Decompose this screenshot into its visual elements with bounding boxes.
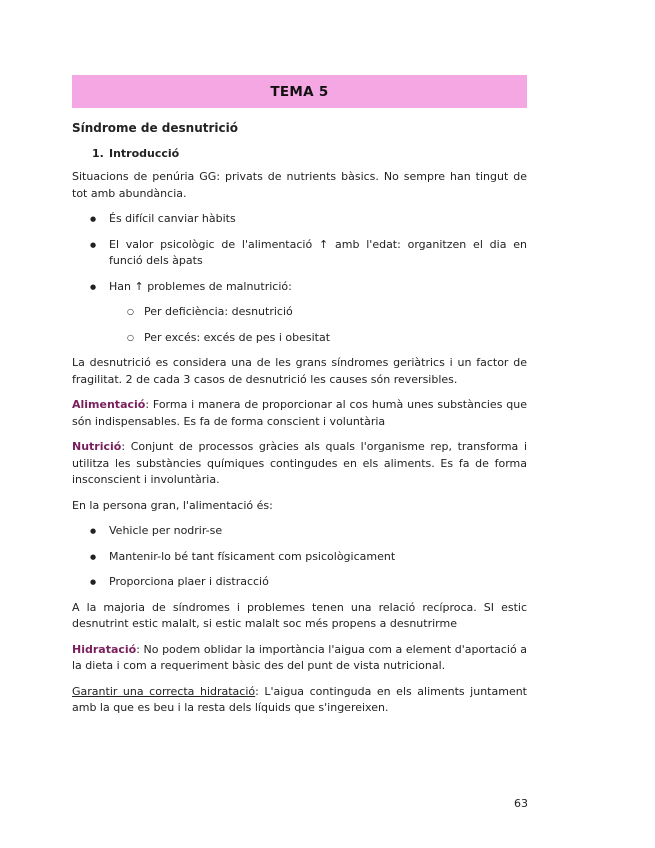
- definition-text: : Forma i manera de proporcionar al cos humà unes substàncies que són indispensables. Es fa de forma conscient i voluntària: [72, 398, 527, 428]
- chapter-banner: [72, 75, 527, 108]
- section-title: Síndrome de desnutrició: [72, 121, 238, 135]
- list-item: ● Proporciona plaer i distracció: [72, 574, 527, 591]
- subheading-number: 1.: [92, 147, 104, 160]
- term-alimentacio: Alimentació: [72, 398, 146, 411]
- definition-text: : Conjunt de processos gràcies als quals l'organisme rep, transforma i utilitza les substàncies químiques contingudes en els aliments. Es fa de forma insconscient i involuntària.: [72, 440, 527, 486]
- list-item: ● Han ↑ problemes de malnutrició:: [72, 279, 527, 296]
- definition-hidratacio: [72, 642, 527, 675]
- definition-text: : No podem oblidar la importància l'aigua com a element d'aportació a la dieta i com a requeriment bàsic des del punt de vista nutricional.: [72, 642, 527, 672]
- definition-nutricio: [72, 439, 527, 489]
- chapter-title: TEMA 5: [270, 83, 329, 100]
- page-number: 63: [514, 797, 528, 810]
- desnutricio-paragraph: La desnutrició es considera una de les grans síndromes geriàtrics i un factor de fragilitat. 2 de cada 3 casos de desnutrició les causes són reversibles.: [72, 356, 527, 386]
- sub-list-item: ○ Per deficiència: desnutrició: [72, 304, 527, 321]
- bullet-list-1: [72, 211, 527, 295]
- sub-bullet-list: [72, 304, 527, 346]
- term-nutricio: Nutrició: [72, 440, 122, 453]
- persona-gran-paragraph: En la persona gran, l'alimentació és:: [72, 498, 273, 512]
- list-item: ● Vehicle per nodrir-se: [72, 523, 527, 540]
- relacio-paragraph: A la majoria de síndromes i problemes tenen una relació recíproca. SI estic desnutrint estic malalt, si estic malalt soc més propens a desnutrirme: [72, 600, 527, 630]
- garantir-text: : L'aigua continguda en els aliments juntament amb la que es beu i la resta dels líquids que s'ingereixen.: [72, 684, 527, 714]
- garantir-label: Garantir una correcta hidratació: [72, 684, 256, 698]
- bullet-list-2: [72, 523, 527, 591]
- list-item: ● Mantenir-lo bé tant físicament com psicològicament: [72, 549, 527, 566]
- list-item: ● És difícil canviar hàbits: [72, 211, 527, 228]
- subheading: [72, 147, 527, 160]
- list-item: ● El valor psicològic de l'alimentació ↑ amb l'edat: organitzen el dia en funció dels àpats: [72, 237, 527, 270]
- term-hidratacio: Hidratació: [72, 642, 137, 656]
- intro-paragraph: Situacions de penúria GG: privats de nutrients bàsics. No sempre han tingut de tot amb abundància.: [72, 170, 527, 200]
- garantir-paragraph: [72, 684, 527, 717]
- subheading-label: Introducció: [109, 147, 180, 160]
- document-page: [72, 75, 527, 717]
- sub-list-item: ○ Per excés: excés de pes i obesitat: [72, 330, 527, 347]
- definition-alimentacio: [72, 397, 527, 430]
